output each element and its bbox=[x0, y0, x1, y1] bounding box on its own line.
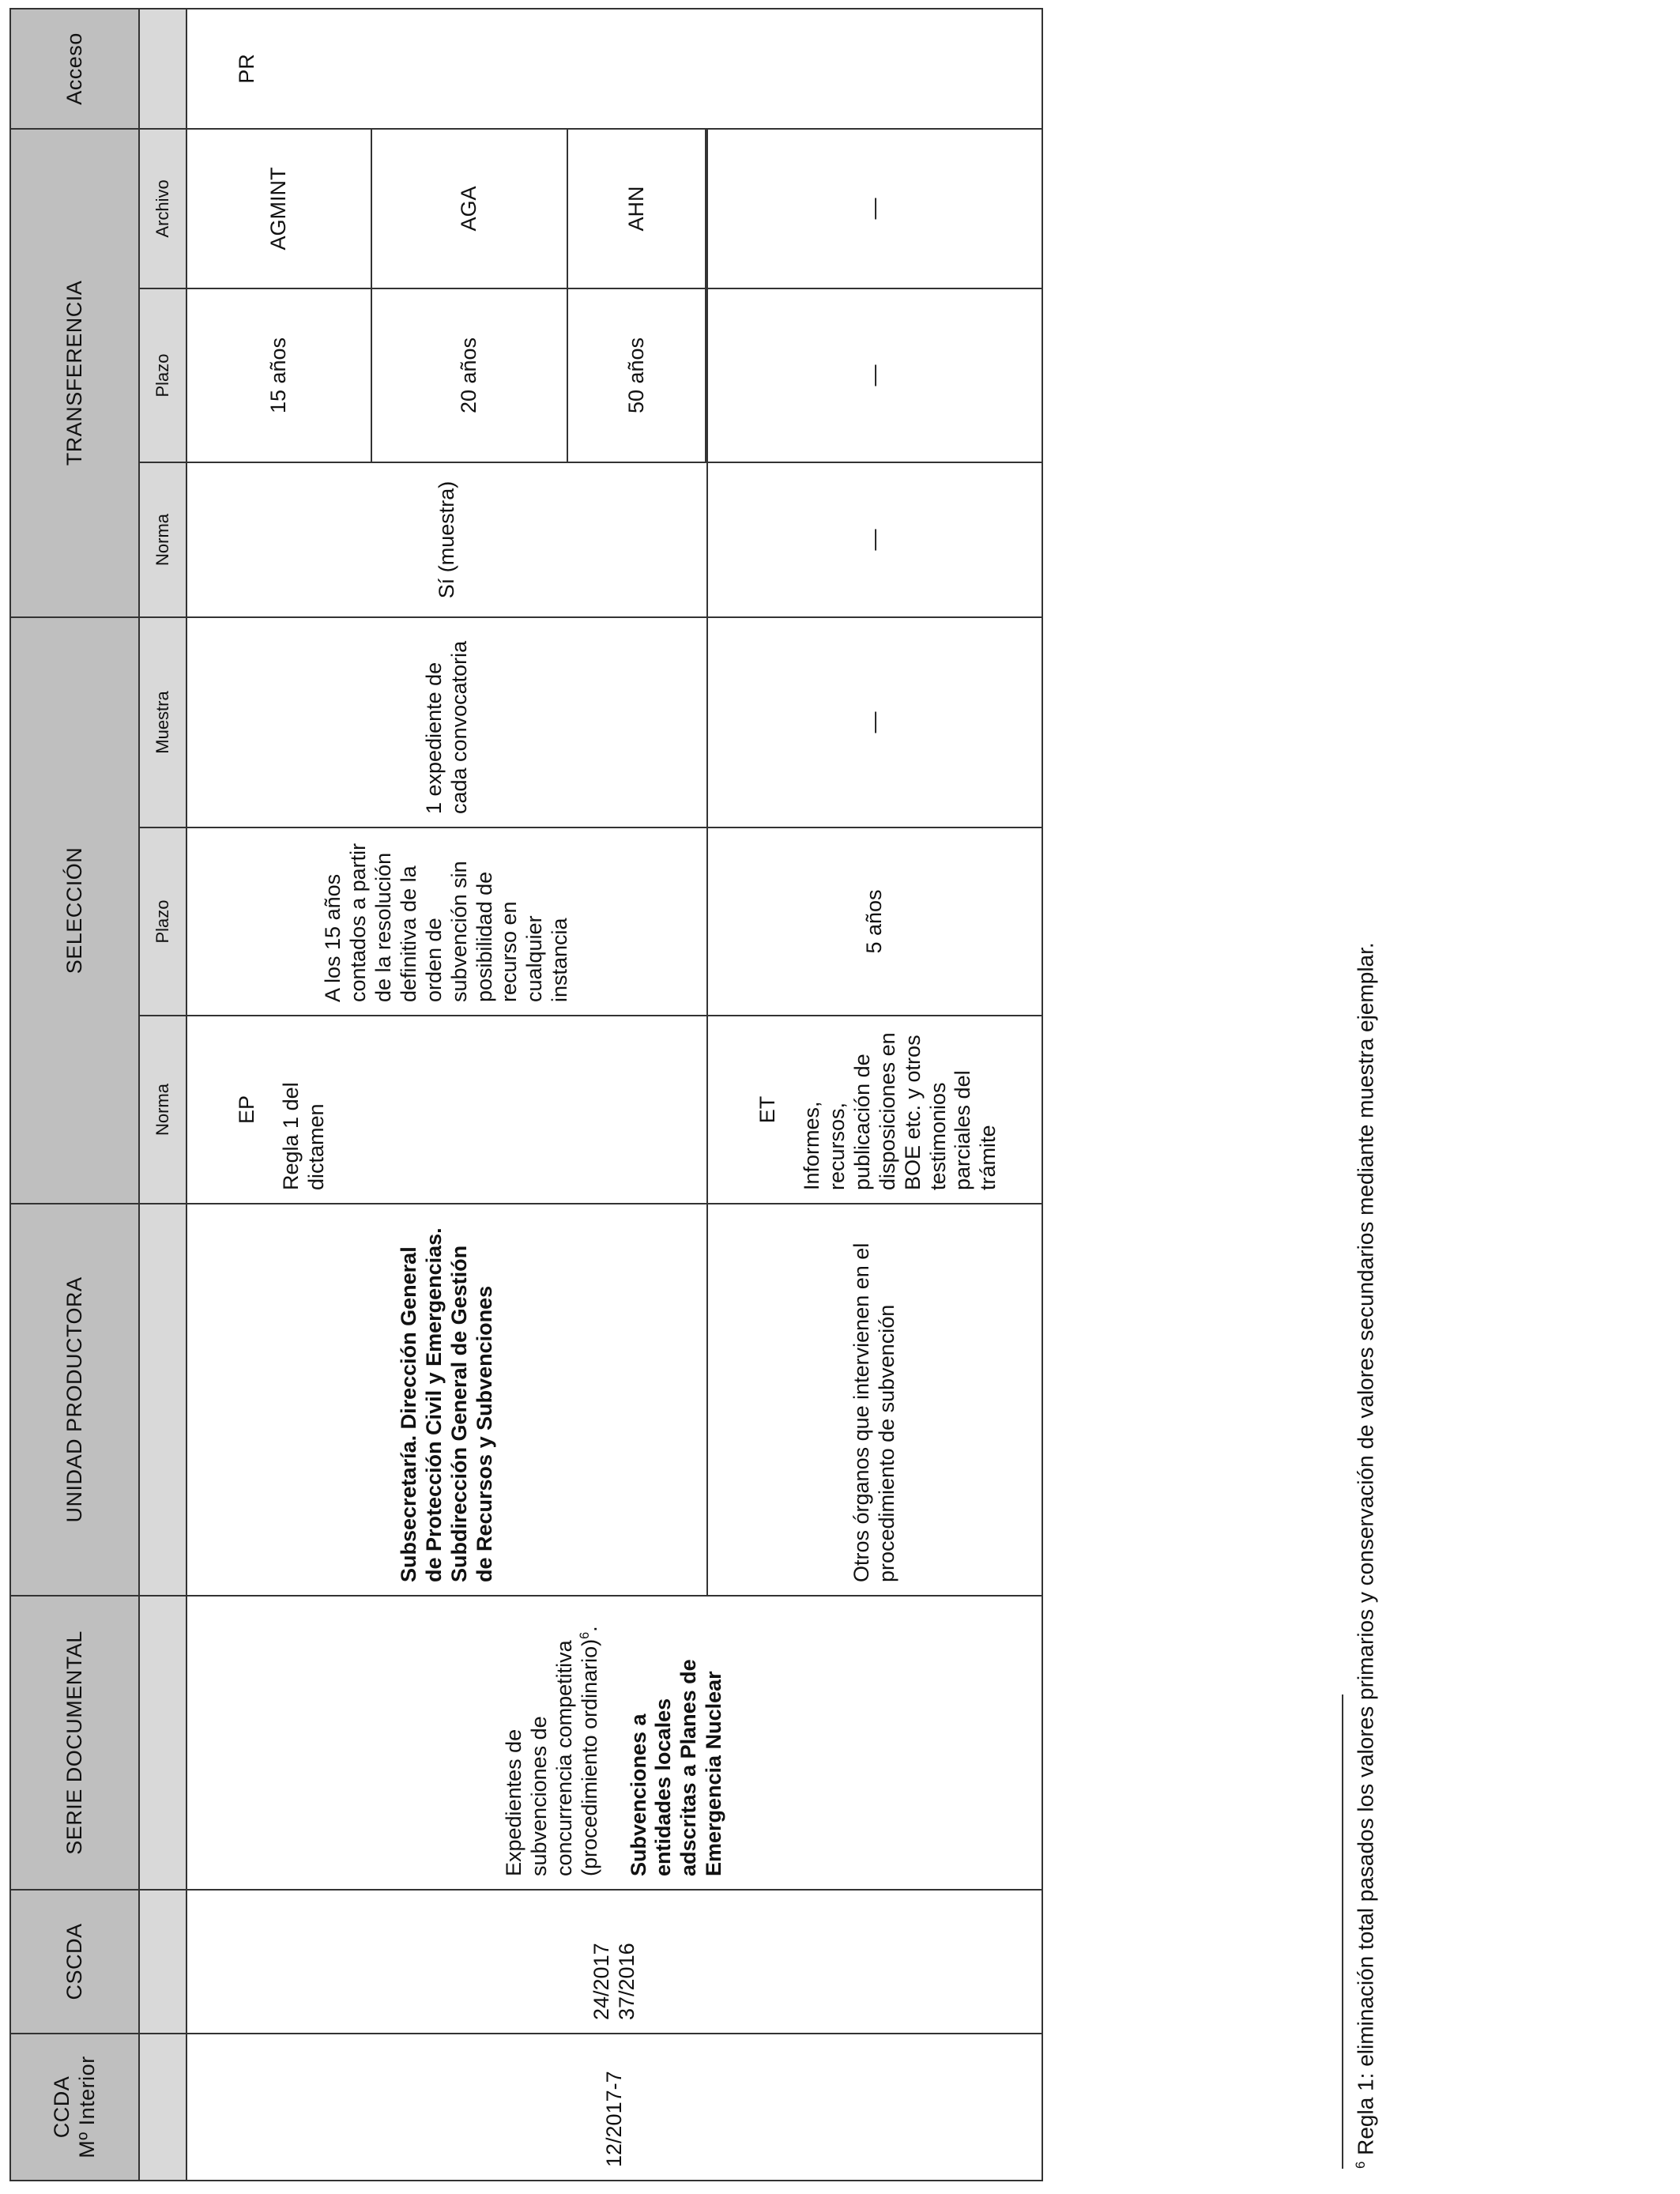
ep-norma-text: Regla 1 del dictamen bbox=[279, 1082, 328, 1190]
cell-et-tr-plazo bbox=[707, 288, 1042, 462]
ep-muestra-text: 1 expediente de cada convocatoria bbox=[421, 640, 471, 814]
acceso-value: PR bbox=[235, 54, 259, 84]
et-plazo-text: 5 años bbox=[862, 889, 887, 954]
disposal-table bbox=[9, 8, 1043, 2181]
header-ccda: CCDA Mº Interior bbox=[10, 2034, 139, 2181]
ep-plazo-text: A los 15 años contados a partir de la resolución definitiva de la orden de subvención sin posibilidad de recurso en cualquier instancia bbox=[321, 843, 572, 1002]
subheader-sel-plazo: Plazo bbox=[139, 827, 186, 1016]
header-serie: SERIE DOCUMENTAL bbox=[10, 1596, 139, 1890]
cell-ep-muestra bbox=[186, 617, 707, 827]
subheader-tr-plazo: Plazo bbox=[139, 288, 186, 462]
serie-description: Expedientes de subvenciones de concurrencia competitiva (procedimiento ordinario)$^6$. bbox=[502, 1626, 601, 1876]
cell-ep-plazo bbox=[186, 827, 707, 1016]
cell-unidad-2 bbox=[707, 1204, 1042, 1596]
subheader-blank bbox=[139, 9, 186, 129]
cell-plazo-2 bbox=[371, 288, 567, 462]
unidad-productora-otros: Otros órganos que intervienen en el procedimiento de subvención bbox=[849, 1242, 899, 1582]
ccda-code: 12/2017-7 bbox=[601, 2071, 626, 2167]
cell-plazo-3 bbox=[567, 288, 706, 462]
cscda-code-2: 37/2016 bbox=[614, 1943, 638, 2020]
archivo-aga: AGA bbox=[456, 186, 480, 232]
et-label: ET bbox=[755, 1095, 780, 1124]
dash-tr-norma: — bbox=[862, 529, 887, 551]
cell-unidad-1 bbox=[186, 1204, 707, 1596]
cell-et-plazo bbox=[707, 827, 1042, 1016]
cell-et-norma bbox=[707, 1016, 1042, 1204]
header-transferencia: TRANSFERENCIA bbox=[10, 129, 139, 617]
serie-title: Subvenciones a entidades locales adscritas a Planes de Emergencia Nuclear bbox=[626, 1659, 726, 1876]
cell-tr-norma bbox=[186, 462, 707, 617]
archivo-ahn: AHN bbox=[623, 186, 648, 232]
plazo-20: 20 años bbox=[456, 337, 480, 414]
cell-et-muestra bbox=[707, 617, 1042, 827]
cscda-code-1: 24/2017 bbox=[589, 1943, 613, 2020]
subheader-tr-archivo: Archivo bbox=[139, 129, 186, 288]
subheader-tr-norma: Norma bbox=[139, 462, 186, 617]
unidad-productora-principal: Subsecretaría. Dirección General de Protección Civil y Emergencias. Subdirección General de Gestión de Recursos y Subvenciones bbox=[397, 1227, 496, 1582]
cell-et-tr-archivo bbox=[707, 129, 1042, 288]
et-norma-text: Informes, recursos, publicación de disposiciones en BOE etc. y otros testimonios parciales del trámite bbox=[800, 1032, 1000, 1190]
tr-norma-text: Sí (muestra) bbox=[434, 481, 458, 599]
ep-label: EP bbox=[235, 1095, 259, 1125]
dash-tr-archivo: — bbox=[862, 198, 887, 220]
footnote-ref: 6 bbox=[577, 1631, 592, 1639]
header-unidad: UNIDAD PRODUCTORA bbox=[10, 1204, 139, 1596]
footnote bbox=[1353, 942, 1378, 2169]
cell-archivo-3 bbox=[567, 129, 706, 288]
cell-serie bbox=[186, 1596, 1042, 1890]
plazo-15: 15 años bbox=[266, 337, 290, 414]
cell-archivo-2 bbox=[371, 129, 567, 288]
subheader-blank bbox=[139, 1890, 186, 2034]
dash-muestra: — bbox=[862, 711, 887, 733]
subheader-blank bbox=[139, 2034, 186, 2181]
header-acceso: Acceso bbox=[10, 9, 139, 129]
cell-cscda bbox=[186, 1890, 1042, 2034]
subheader-sel-norma: Norma bbox=[139, 1016, 186, 1204]
header-cscda: CSCDA bbox=[10, 1890, 139, 2034]
footnote-text: Regla 1: eliminación total pasados los valores primarios y conservación de valores secundarios mediante muestra ejemplar. bbox=[1353, 942, 1378, 2162]
cell-et-tr-norma bbox=[707, 462, 1042, 617]
footnote-mark: 6 bbox=[1353, 2161, 1368, 2169]
subheader-sel-muestra: Muestra bbox=[139, 617, 186, 827]
dash-tr-plazo: — bbox=[862, 364, 887, 386]
archivo-agmint: AGMINT bbox=[266, 167, 290, 251]
header-seleccion: SELECCIÓN bbox=[10, 617, 139, 1204]
cell-ep-norma bbox=[186, 1016, 707, 1204]
cell-plazo-1 bbox=[186, 288, 371, 462]
subheader-blank bbox=[139, 1596, 186, 1890]
cell-acceso bbox=[186, 9, 1042, 129]
cell-archivo-1 bbox=[186, 129, 371, 288]
cell-ccda bbox=[186, 2034, 1042, 2181]
footnote-rule bbox=[1342, 1695, 1343, 2169]
subheader-blank bbox=[139, 1204, 186, 1596]
plazo-50: 50 años bbox=[623, 337, 648, 414]
